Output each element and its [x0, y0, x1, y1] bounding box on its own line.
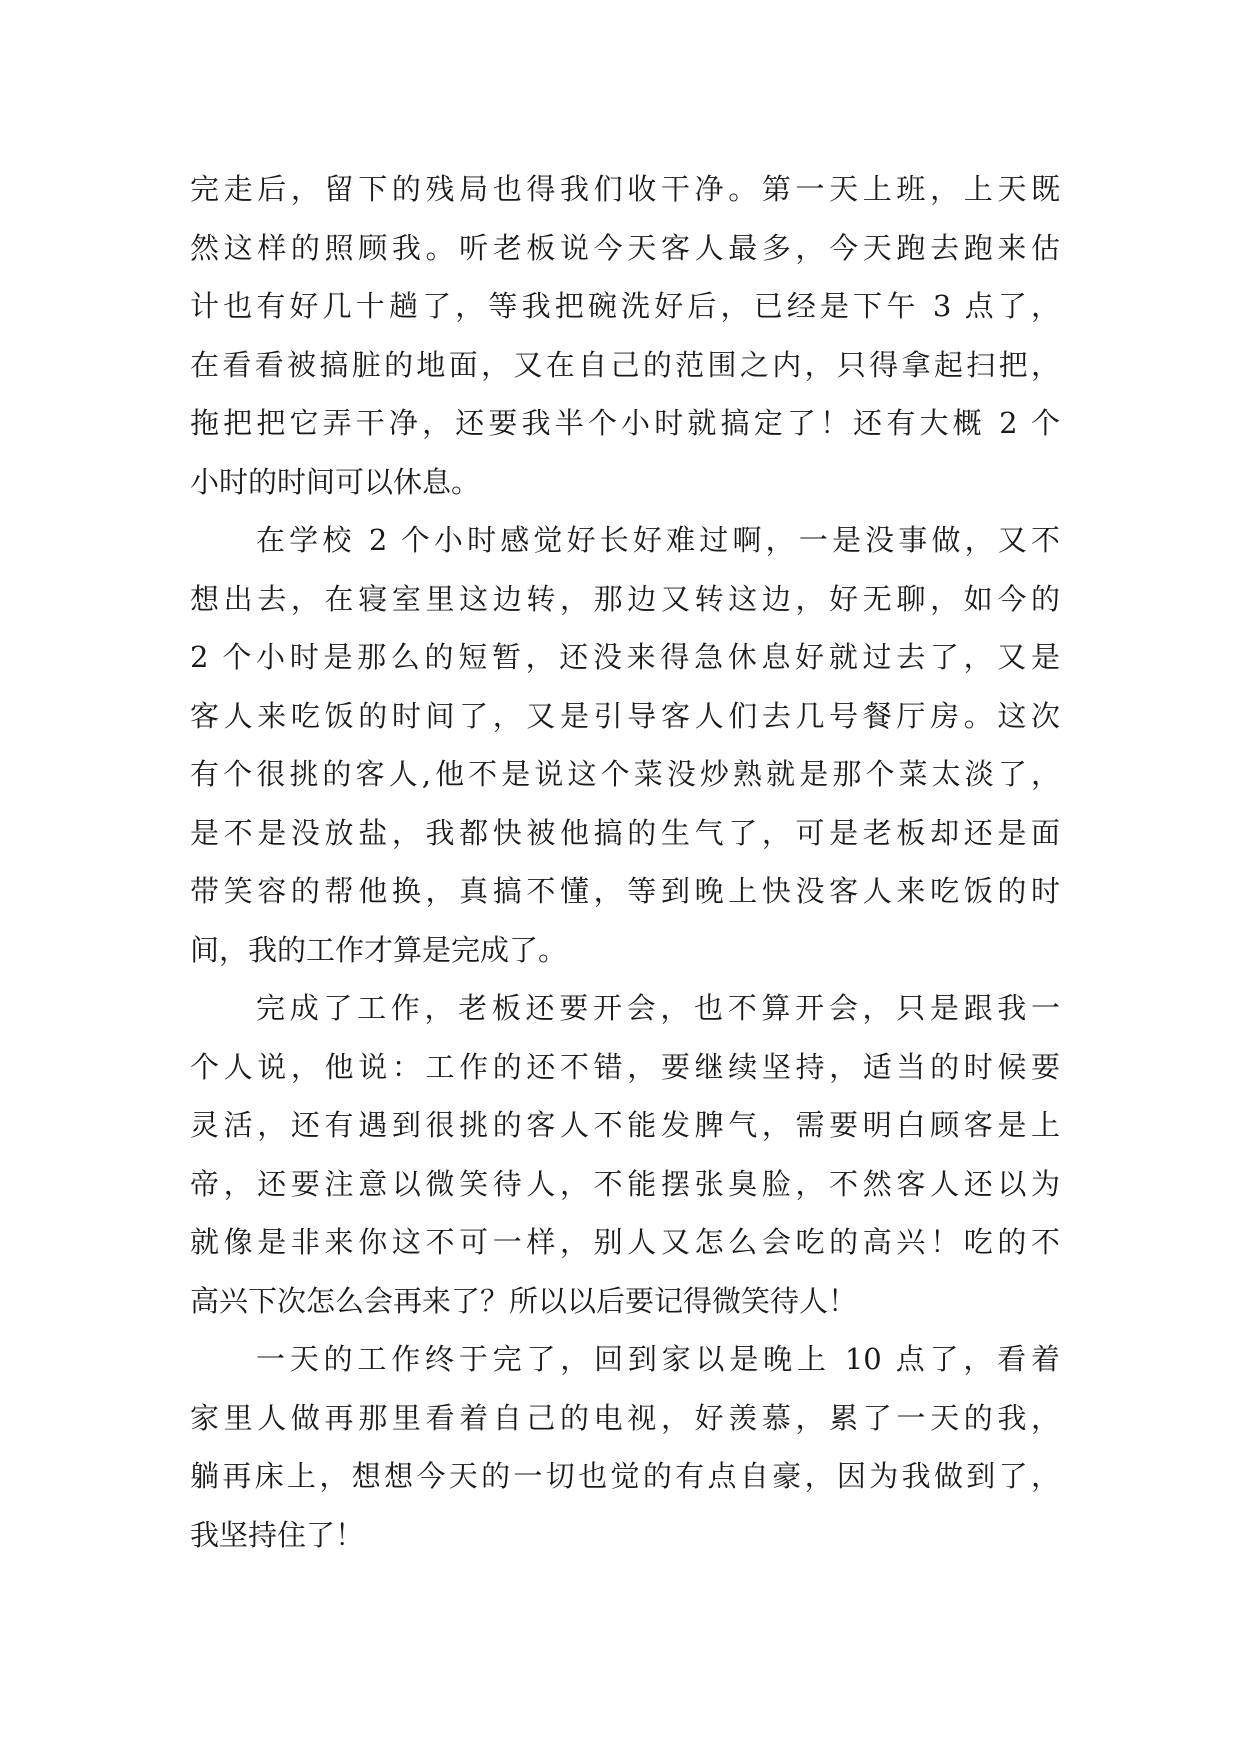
paragraph-first-line: 完成了工作，老板还要开会，也不算开会，只是跟我一: [256, 991, 1060, 1025]
paragraph-first-line: 在学校 2 个小时感觉好长好难过啊，一是没事做，又不: [256, 523, 1060, 557]
text-line: 个人说，他说：工作的还不错，要继续坚持，适当的时候要: [190, 1049, 1060, 1084]
text-line: 然这样的照顾我。听老板说今天客人最多，今天跑去跑来估: [190, 230, 1060, 265]
text-line: 有个很挑的客人,他不是说这个菜没炒熟就是那个菜太淡了，: [190, 757, 1060, 791]
text-line: 躺再床上，想想今天的一切也觉的有点自豪，因为我做到了，: [190, 1459, 1060, 1493]
text-line: 我坚持住了！: [190, 1517, 365, 1552]
text-line: 小时的时间可以休息。: [190, 464, 481, 499]
paragraph-first-line: 一天的工作终于完了，回到家以是晚上 10 点了，看着: [256, 1342, 1060, 1376]
text-line: 灵活，还有遇到很挑的客人不能发脾气，需要明白顾客是上: [190, 1108, 1060, 1142]
text-line: 是不是没放盐，我都快被他搞的生气了，可是老板却还是面: [190, 815, 1060, 850]
text-line: 拖把把它弄干净，还要我半个小时就搞定了！还有大概 2 个: [190, 406, 1060, 440]
text-line: 2 个小时是那么的短暂，还没来得急休息好就过去了，又是: [190, 640, 1060, 674]
text-line: 带笑容的帮他换，真搞不懂，等到晚上快没客人来吃饭的时: [190, 874, 1060, 908]
text-line: 想出去，在寝室里这边转，那边又转这边，好无聊，如今的: [190, 581, 1060, 616]
text-line: 完走后，留下的残局也得我们收干净。第一天上班，上天既: [190, 172, 1060, 206]
text-line: 计也有好几十趟了，等我把碗洗好后，已经是下午 3 点了，: [190, 289, 1060, 323]
text-line: 在看看被搞脏的地面，又在自己的范围之内，只得拿起扫把，: [190, 347, 1060, 382]
text-line: 家里人做再那里看着自己的电视，好羡慕，累了一天的我，: [190, 1400, 1060, 1435]
text-line: 客人来吃饭的时间了，又是引导客人们去几号餐厅房。这次: [190, 698, 1060, 733]
text-line: 间，我的工作才算是完成了。: [190, 932, 568, 967]
body-text: [190, 160, 1060, 1564]
text-line: 帝，还要注意以微笑待人，不能摆张臭脸，不然客人还以为: [190, 1166, 1060, 1201]
text-line: 高兴下次怎么会再来了？所以以后要记得微笑待人！: [190, 1283, 858, 1318]
text-line: 就像是非来你这不可一样，别人又怎么会吃的高兴！吃的不: [190, 1225, 1060, 1259]
